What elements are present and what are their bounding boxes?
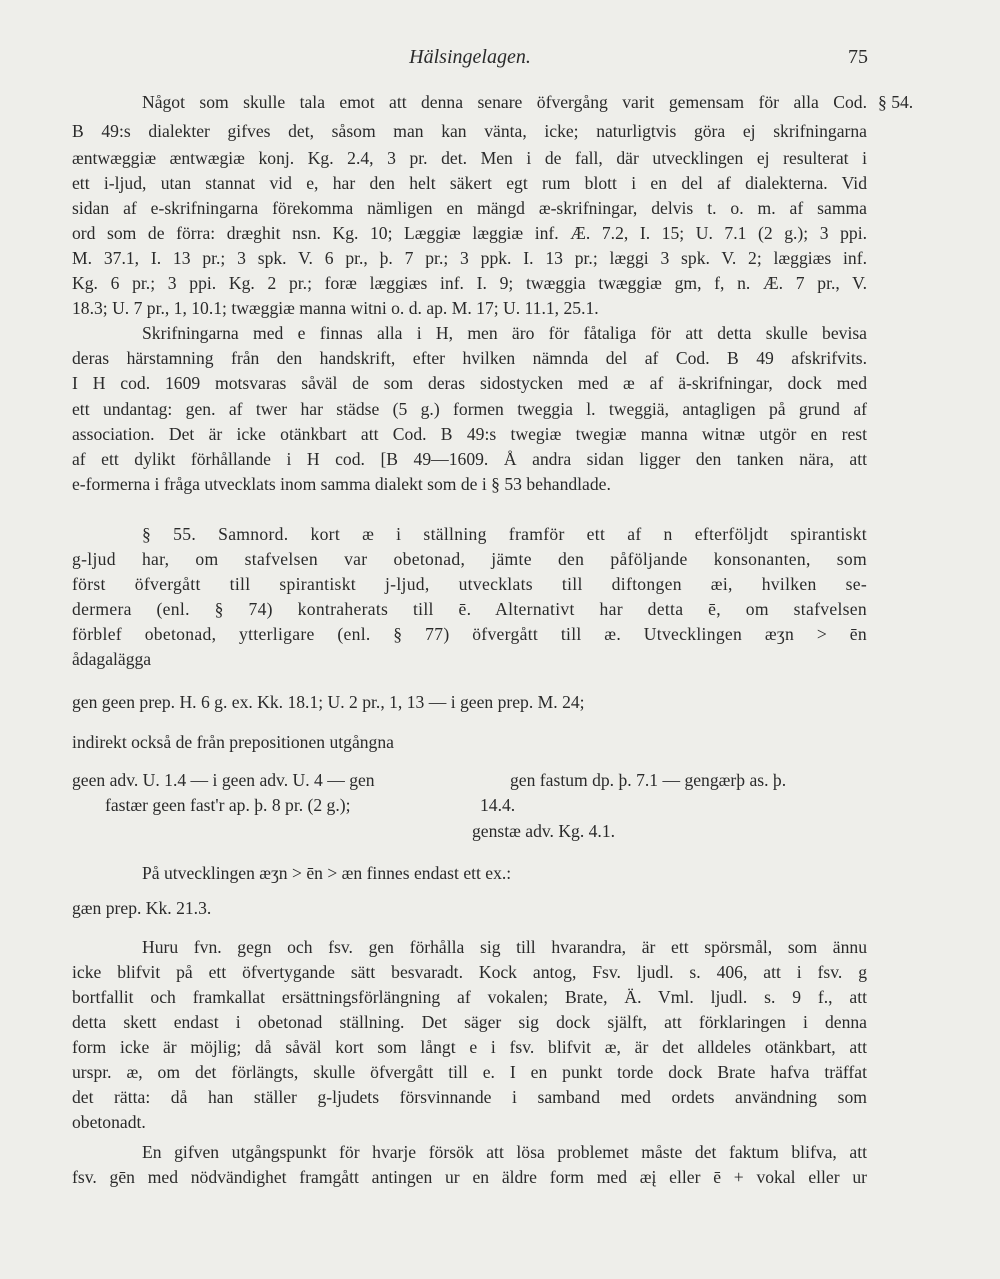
example-right-line-3: genstæ adv. Kg. 4.1. <box>472 821 616 841</box>
margin-section-number: § 54. <box>878 92 914 112</box>
text-line: association. Det är icke otänkbart att Cod. B 49:s twegiæ twegiæ manna witnæ utgör en rest <box>72 424 867 444</box>
text-line: Huru fvn. gegn och fsv. gen förhålla sig till hvarandra, är ett spörsmål, som ännu <box>142 937 867 957</box>
text-line: urspr. æ, om det förlängts, skulle öfvergått till e. I en punkt torde dock Brate hafva träffat <box>72 1062 867 1082</box>
text-line: obetonadt. <box>72 1112 146 1132</box>
example-left-line-1: geen adv. U. 1.4 — i geen adv. U. 4 — gen <box>72 770 375 790</box>
text-line: deras härstamning från den handskrift, efter hvilken nämnda del af Cod. B 49 afskrifvits. <box>72 348 867 368</box>
text-line: det rätta: då han ställer g-ljudets försvinnande i samband med ordets användning som <box>72 1087 867 1107</box>
page-header <box>72 46 868 74</box>
text-line: bortfallit och framkallat ersättningsförlängning af vokalen; Brate, Ä. Vml. ljudl. s. 9 f., att <box>72 987 867 1007</box>
example-line: gen geen prep. H. 6 g. ex. Kk. 18.1; U. 2 pr., 1, 13 — i geen prep. M. 24; <box>72 692 585 712</box>
text-line: dermera (enl. § 74) kontraherats till ē. Alternativt har detta ē, om stafvelsen <box>72 599 867 619</box>
text-line: ord som de förra: dræghit nsn. Kg. 10; Læggiæ læggiæ inf. Æ. 7.2, I. 15; U. 7.1 (2 g.); 3 ppi. <box>72 223 867 243</box>
text-line: Något som skulle tala emot att denna senare öfvergång varit gemensam för alla Cod. <box>142 92 867 112</box>
example-left-line-2: fastær geen fast'r ap. þ. 8 pr. (2 g.); <box>105 795 351 815</box>
text-line: ådagalägga <box>72 649 152 669</box>
text-line: e-formerna i fråga utvecklats inom samma dialekt som de i § 53 behandlade. <box>72 474 611 494</box>
text-line: sidan af e-skrifningarna förekomma nämligen en mängd æ-skrifningar, delvis t. o. m. af samma <box>72 198 867 218</box>
example-right-line-1: gen fastum dp. þ. 7.1 — gengærþ as. þ. <box>510 770 787 790</box>
text-line: form icke är möjlig; då såväl kort som långt e i fsv. blifvit æ, är det alldeles otänkbart, att <box>72 1037 867 1057</box>
text-line: ett undantag: gen. af twer har städse (5 g.) formen tweggia l. tweggiä, antagligen på grund af <box>72 399 867 419</box>
text-line: g-ljud har, om stafvelsen var obetonad, jämte den påföljande konsonanten, som <box>72 549 867 569</box>
text-line: Kg. 6 pr.; 3 ppi. Kg. 2 pr.; foræ læggiæs inf. I. 9; twæggia twæggiæ gm, f, n. Æ. 7 pr., V. <box>72 273 867 293</box>
text-line: förblef obetonad, ytterligare (enl. § 77) öfvergått till æ. Utvecklingen æʒn > ēn <box>72 624 867 644</box>
example-right-line-2: 14.4. <box>480 795 516 815</box>
page-number: 75 <box>848 46 868 68</box>
text-line: På utvecklingen æʒn > ēn > æn finnes endast ett ex.: <box>142 863 512 883</box>
text-line: En gifven utgångspunkt för hvarje försök att lösa problemet måste det faktum blifva, att <box>142 1142 867 1162</box>
running-title: Hälsingelagen. <box>409 46 531 68</box>
text-line: af ett dylikt förhållande i H cod. [B 49—1609. Å andra sidan ligger den tanken nära, att <box>72 449 867 469</box>
text-line: indirekt också de från prepositionen utgångna <box>72 732 394 752</box>
text-line: fsv. gēn med nödvändighet framgått antingen ur en äldre form med æį eller ē + vokal eller ur <box>72 1167 867 1187</box>
text-line: icke blifvit på ett öfvertygande sätt besvaradt. Kock antog, Fsv. ljudl. s. 406, att i fsv. g <box>72 962 867 982</box>
section-55-heading-line: § 55. Samnord. kort æ i ställning framför ett af n efterföljdt spirantiskt <box>142 524 867 544</box>
text-line: Skrifningarna med e finnas alla i H, men äro för fåtaliga för att detta skulle bevisa <box>142 323 867 343</box>
text-line: æntwæggiæ æntwægiæ konj. Kg. 2.4, 3 pr. det. Men i de fall, där utvecklingen ej resulterat i <box>72 148 867 168</box>
text-line: 18.3; U. 7 pr., 1, 10.1; twæggiæ manna witni o. d. ap. M. 17; U. 11.1, 25.1. <box>72 298 599 318</box>
text-line: ett i-ljud, utan stannat vid e, har den helt säkert egt rum blott i en del af dialekterna. Vid <box>72 173 867 193</box>
example-line: gæn prep. Kk. 21.3. <box>72 898 212 918</box>
text-line: B 49:s dialekter gifves det, såsom man kan vänta, icke; naturligtvis göra ej skrifningarna <box>72 121 867 141</box>
text-line: M. 37.1, I. 13 pr.; 3 spk. V. 6 pr., þ. 7 pr.; 3 ppk. I. 13 pr.; læggi 3 spk. V. 2; læggiæs inf. <box>72 248 867 268</box>
text-line: först öfvergått till spirantiskt j-ljud, utvecklats till diftongen æi, hvilken se- <box>72 574 867 594</box>
text-line: detta skett endast i obetonad ställning. Det säger sig dock själft, att förklaringen i denna <box>72 1012 867 1032</box>
text-line: I H cod. 1609 motsvaras såväl de som deras sidostycken med æ af ä-skrifningar, dock med <box>72 373 867 393</box>
